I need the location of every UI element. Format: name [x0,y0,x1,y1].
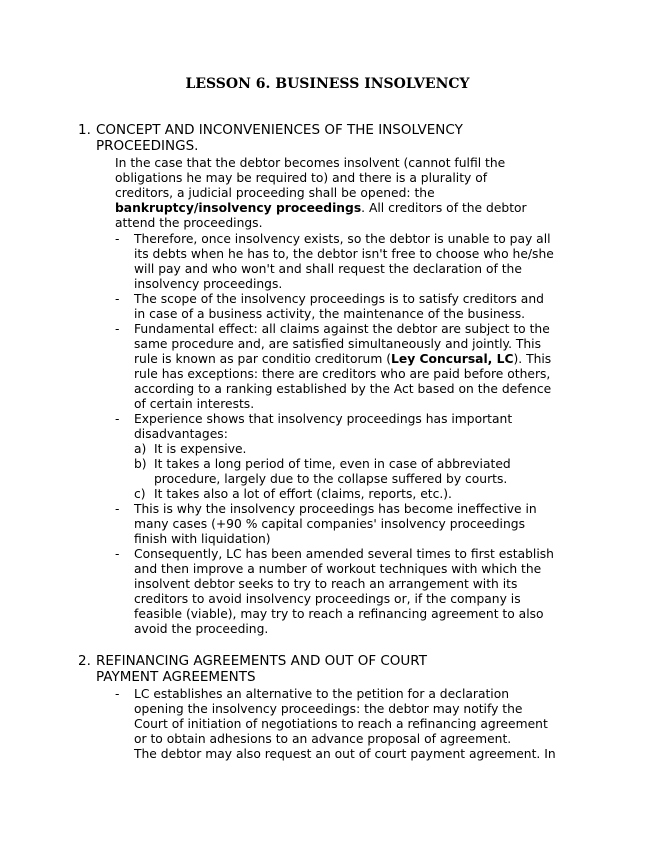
bullet-line: feasible (viable), may try to reach a refinancing agreement to also [134,607,544,621]
bold-term-ley-concursal: Ley Concursal, LC [391,352,514,366]
bullet-line: many cases (+90 % capital companies' insolvency proceedings [134,517,525,531]
bullet-line: opening the insolvency proceedings: the debtor may notify the [134,702,523,716]
sub-item-a [134,442,554,457]
sub-item-label: a) [134,442,147,456]
bullet-line: finish with liquidation) [134,532,271,546]
bullet-dash: - [115,292,120,306]
section-2-heading-line-2: PAYMENT AGREEMENTS [96,669,256,685]
bullet-line: avoid the proceeding. [134,622,269,636]
bullet-item [115,412,585,442]
paragraph-line [115,201,580,216]
sub-item-line: procedure, largely due to the collapse suffered by courts. [154,472,508,486]
paragraph-text: . All creditors of the debtor [361,201,527,215]
bullet-line: Consequently, LC has been amended several times to first establish [134,547,554,561]
bullet-line: This is why the insolvency proceedings has become ineffective in [134,502,537,516]
sub-item-line: It takes also a lot of effort (claims, reports, etc.). [154,487,452,501]
bullet-line: according to a ranking established by the Act based on the defence [134,382,552,396]
bullet-line: same procedure and, are satisfied simultaneously and jointly. This [134,337,542,351]
bullet-line: insolvency proceedings. [134,277,283,291]
paragraph-line: obligations he may be required to) and there is a plurality of [115,171,488,185]
bullet-line: Fundamental effect: all claims against the debtor are subject to the [134,322,550,336]
bold-term-bankruptcy: bankruptcy/insolvency proceedings [115,201,362,215]
bullet-dash: - [115,687,120,701]
sub-item-label: c) [134,487,146,501]
section-2-heading-line-1: REFINANCING AGREEMENTS AND OUT OF COURT [96,653,427,669]
bullet-line: The scope of the insolvency proceedings is to satisfy creditors and [134,292,544,306]
section-2-heading [78,653,578,685]
bullet-dash: - [115,547,120,561]
bullet-line: disadvantages: [134,427,228,441]
section-1-heading [78,122,578,154]
paragraph-line: attend the proceedings. [115,216,263,230]
bullet-line: creditors to avoid insolvency proceedings or, if the company is [134,592,521,606]
bullet-text: ). This [513,352,552,366]
bullet-line: of certain interests. [134,397,255,411]
bullet-item [115,502,585,547]
section-1-heading-line-1: CONCEPT AND INCONVENIENCES OF THE INSOLVENCY [96,122,463,138]
bullet-item [115,292,585,322]
bullet-dash: - [115,412,120,426]
bullet-line: Therefore, once insolvency exists, so the debtor is unable to pay all [134,232,551,246]
bullet-item [115,687,585,762]
sub-item-label: b) [134,457,147,471]
bullet-line: insolvent debtor seeks to try to reach an arrangement with its [134,577,518,591]
section-1-heading-line-2: PROCEEDINGS. [96,138,199,154]
bullet-line: Court of initiation of negotiations to reach a refinancing agreement [134,717,548,731]
paragraph-line: In the case that the debtor becomes insolvent (cannot fulfil the [115,156,506,170]
bullet-item [115,547,585,637]
bullet-text: rule is known as par conditio creditorum ( [134,352,392,366]
bullet-dash: - [115,322,120,336]
paragraph-line: creditors, a judicial proceeding shall be opened: the [115,186,435,200]
bullet-line: LC establishes an alternative to the petition for a declaration [134,687,510,701]
bullet-line: its debts when he has to, the debtor isn't free to choose who he/she [134,247,554,261]
page-title: LESSON 6. BUSINESS INSOLVENCY [185,76,470,92]
bullet-dash: - [115,232,120,246]
bullet-line: Experience shows that insolvency proceedings has important [134,412,513,426]
bullet-line: will pay and who won't and shall request the declaration of the [134,262,522,276]
bullet-line: and then improve a number of workout techniques with which the [134,562,542,576]
sub-item-line: It is expensive. [154,442,247,456]
bullet-line: The debtor may also request an out of court payment agreement. In [134,747,556,761]
bullet-line: or to obtain adhesions to an advance proposal of agreement. [134,732,512,746]
bullet-dash: - [115,502,120,516]
bullet-item [115,322,585,412]
sub-item-b [134,457,554,487]
bullet-line: in case of a business activity, the maintenance of the business. [134,307,526,321]
section-1-number: 1. [78,122,91,138]
bullet-line: rule has exceptions: there are creditors who are paid before others, [134,367,551,381]
section-1-intro-paragraph [115,156,580,231]
bullet-line [134,352,585,367]
section-2-number: 2. [78,653,91,669]
sub-item-c [134,487,554,502]
sub-item-line: It takes a long period of time, even in case of abbreviated [154,457,511,471]
bullet-item [115,232,585,292]
